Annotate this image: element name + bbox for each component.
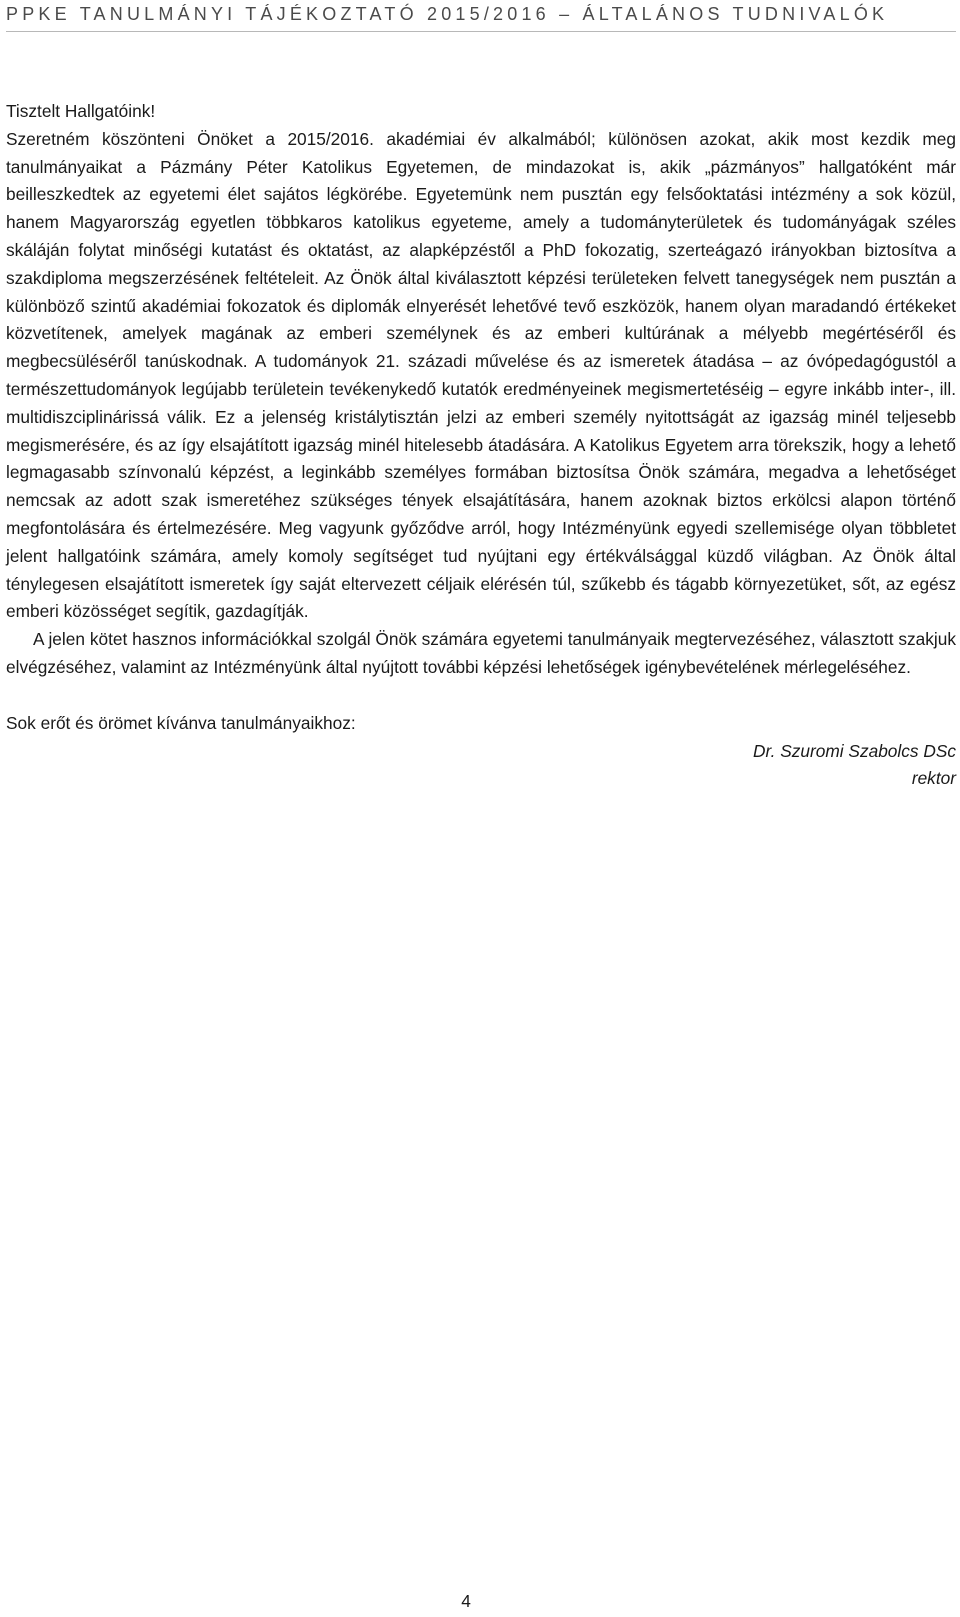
closing-line: Sok erőt és örömet kívánva tanulmányaikhoz: <box>6 712 356 733</box>
letter-body <box>6 98 956 793</box>
paragraph-welcome: Szeretném köszönteni Önöket a 2015/2016. akadémiai év alkalmából; különösen azokat, akik most kezdik meg tanulmányaikat a Pázmány Péter Katolikus Egyetemen, de mindazokat is, akik „pázmányos” hallgatóként már beilleszkedtek az egyetemi élet sajátos légkörébe. Egyetemünk nem pusztán egy felsőoktatási intézmény a sok közül, hanem Magyarország egyetlen többkaros katolikus egyeteme, amely a tudományterületek és tudományágak széles skáláján folytat minőségi kutatást és oktatást, az alapképzéstől a PhD fokozatig, szerteágazó irányokban biztosítva a szakdiploma megszerzésének feltételeit. Az Önök által kiválasztott képzési területeken felvett tanegységek nem pusztán a különböző szintű akadémiai fokozatok és diplomák elnyerését lehetővé tevő eszközök, hanem olyan maradandó értékeket közvetítenek, amelyek magának az emberi személynek és az emberi kultúrának a mélyebb megértéséről és megbecsüléséről tanúskodnak. A tudományok 21. századi művelése és az ismeretek átadása – az óvópedagógustól a természettudományok legújabb területein tevékenykedő kutatók eredményeinek megismertetéséig – egyre inkább inter-, ill. multidiszciplinárissá válik. Ez a jelenség kristálytisztán jelzi az emberi személy nyitottságát az igazság minél teljesebb megismerésére, és az így elsajátított igazság minél hitelesebb átadására. A Katolikus Egyetem arra törekszik, hogy a lehető legmagasabb színvonalú képzést, a leginkább személyes formában biztosítsa Önök számára, megadva a lehetőséget nemcsak az adott szak ismeretéhez szükséges tények elsajátítására, hanem azoknak biztos erkölcsi alapon történő megfontolására és értelmezésére. Meg vagyunk győződve arról, hogy Intézményünk egyedi szellemisége olyan többletet jelent hallgatóink számára, amely komoly segítséget tud nyújtani egy értékválsággal küzdő világban. Az Önök által ténylegesen elsajátított ismeretek így saját eltervezett céljaik elérésén túl, szűkebb és tágabb környezetüket, sőt, az egész emberi közösséget segítik, gazdagítják. <box>6 128 956 622</box>
salutation: Tisztelt Hallgatóink! <box>6 101 156 121</box>
running-header: PPKE TANULMÁNYI TÁJÉKOZTATÓ 2015/2016 – ÁLTALÁNOS TUDNIVALÓK <box>6 3 956 32</box>
signature-name: Dr. Szuromi Szabolcs DSc <box>753 740 956 761</box>
signature-title: rektor <box>911 768 956 789</box>
page-number: 4 <box>461 1591 471 1611</box>
spacer <box>6 682 956 710</box>
paragraph-volume-info: A jelen kötet hasznos információkkal szolgál Önök számára egyetemi tanulmányaik megtervezéséhez, választott szakjuk elvégzéséhez, valamint az Intézményünk által nyújtott további képzési lehetőségek igénybevételének mérlegeléséhez. <box>6 629 956 677</box>
